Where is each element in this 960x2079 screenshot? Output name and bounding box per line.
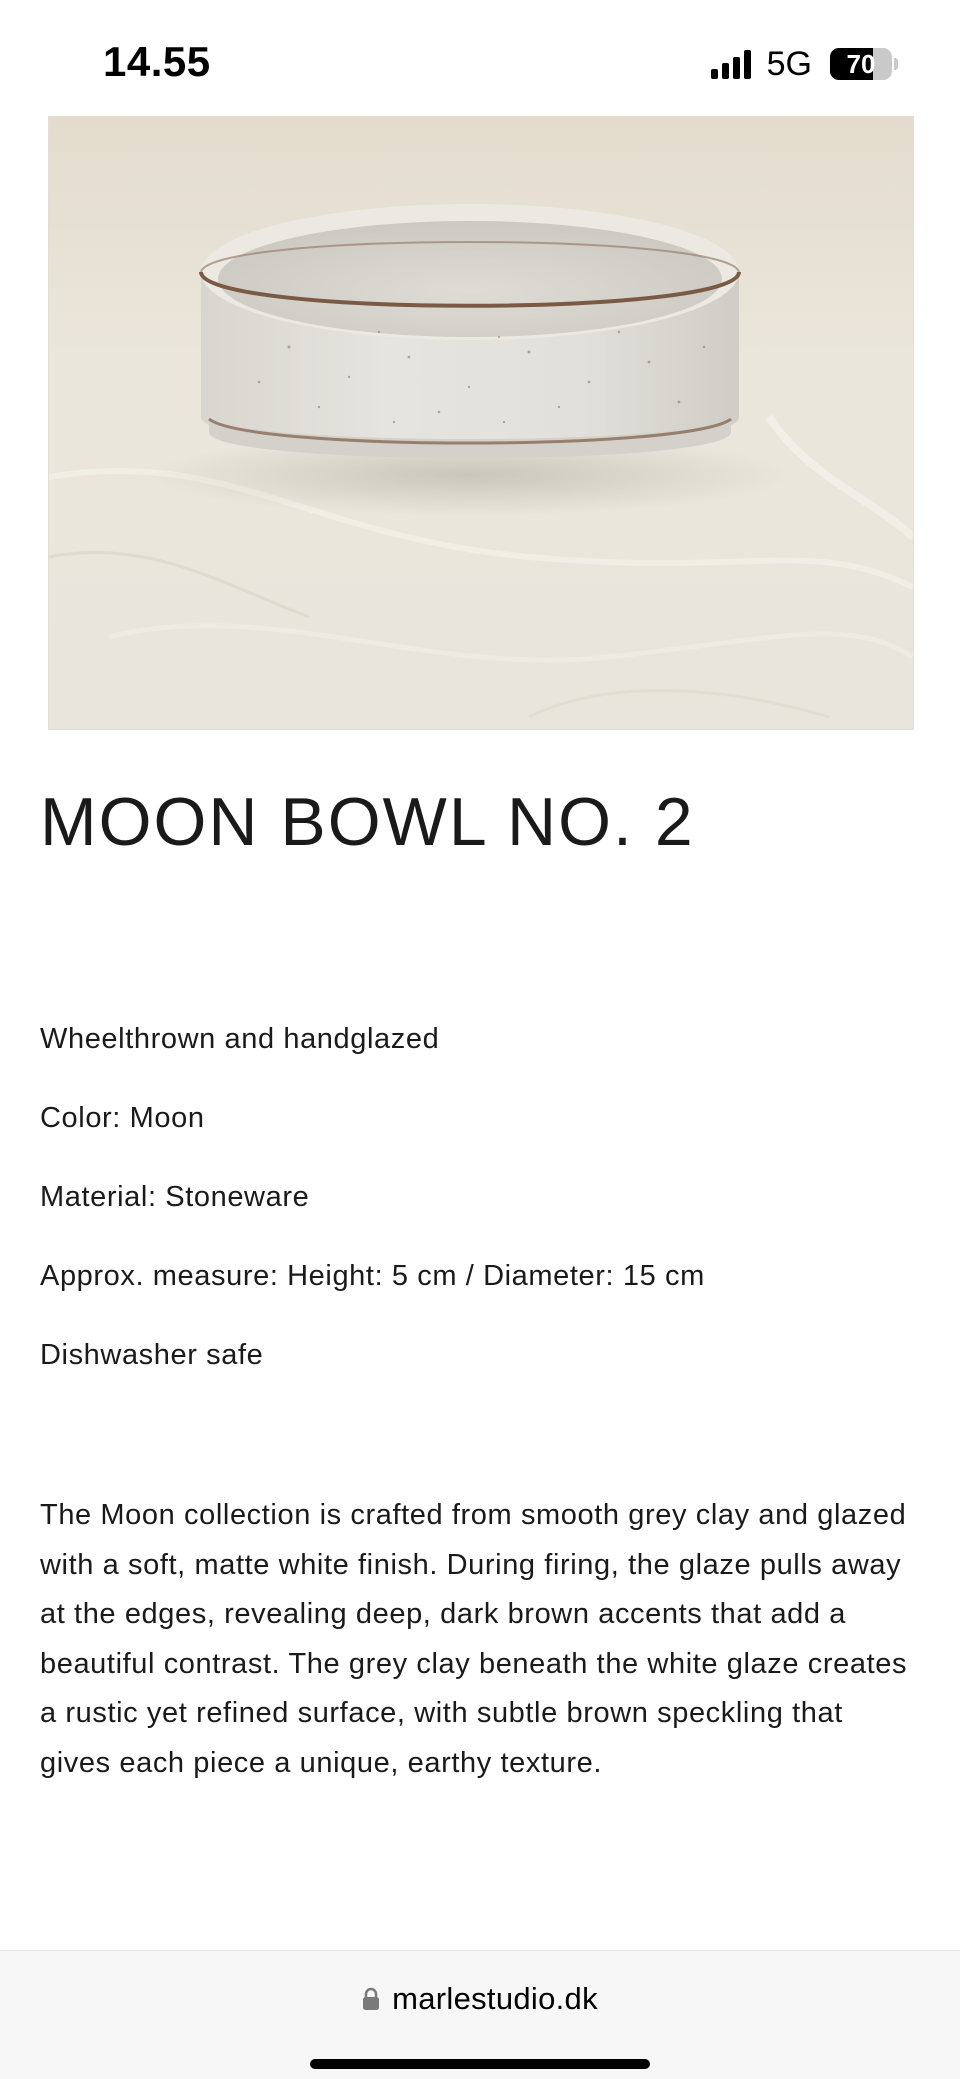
spec-item: Material: Stoneware bbox=[40, 1181, 310, 1213]
battery-icon bbox=[830, 48, 892, 80]
url-text[interactable]: marlestudio.dk bbox=[392, 1981, 598, 2016]
spec-item: Approx. measure: Height: 5 cm / Diameter: 15 cm bbox=[40, 1260, 705, 1292]
product-description: The Moon collection is crafted from smooth grey clay and glazed with a soft, matte white finish. During firing, the glaze pulls away at the edges, revealing deep, dark brown accents that add a beautiful contrast. The grey clay beneath the white glaze creates a rustic yet refined surface, with subtle brown speckling that gives each piece a unique, earthy texture. bbox=[40, 1499, 908, 1779]
status-time: 14.55 bbox=[103, 38, 211, 85]
bowl-photo bbox=[49, 117, 913, 729]
status-bar bbox=[0, 0, 960, 120]
spec-item: Wheelthrown and handglazed bbox=[40, 1023, 440, 1055]
product-specs bbox=[40, 1018, 705, 1413]
battery-nub bbox=[894, 58, 898, 70]
url-field[interactable] bbox=[0, 1981, 960, 2017]
cellular-signal-icon bbox=[711, 49, 751, 79]
product-title: MOON BOWL NO. 2 bbox=[40, 784, 695, 860]
battery-level: 70 bbox=[846, 48, 876, 79]
lock-icon bbox=[362, 1987, 380, 2011]
product-image[interactable] bbox=[48, 116, 914, 730]
network-type: 5G bbox=[766, 44, 812, 83]
status-indicators bbox=[711, 44, 898, 84]
browser-address-bar bbox=[0, 1950, 960, 2079]
spec-item: Color: Moon bbox=[40, 1102, 205, 1134]
spec-item: Dishwasher safe bbox=[40, 1339, 264, 1371]
home-indicator[interactable] bbox=[310, 2059, 650, 2069]
